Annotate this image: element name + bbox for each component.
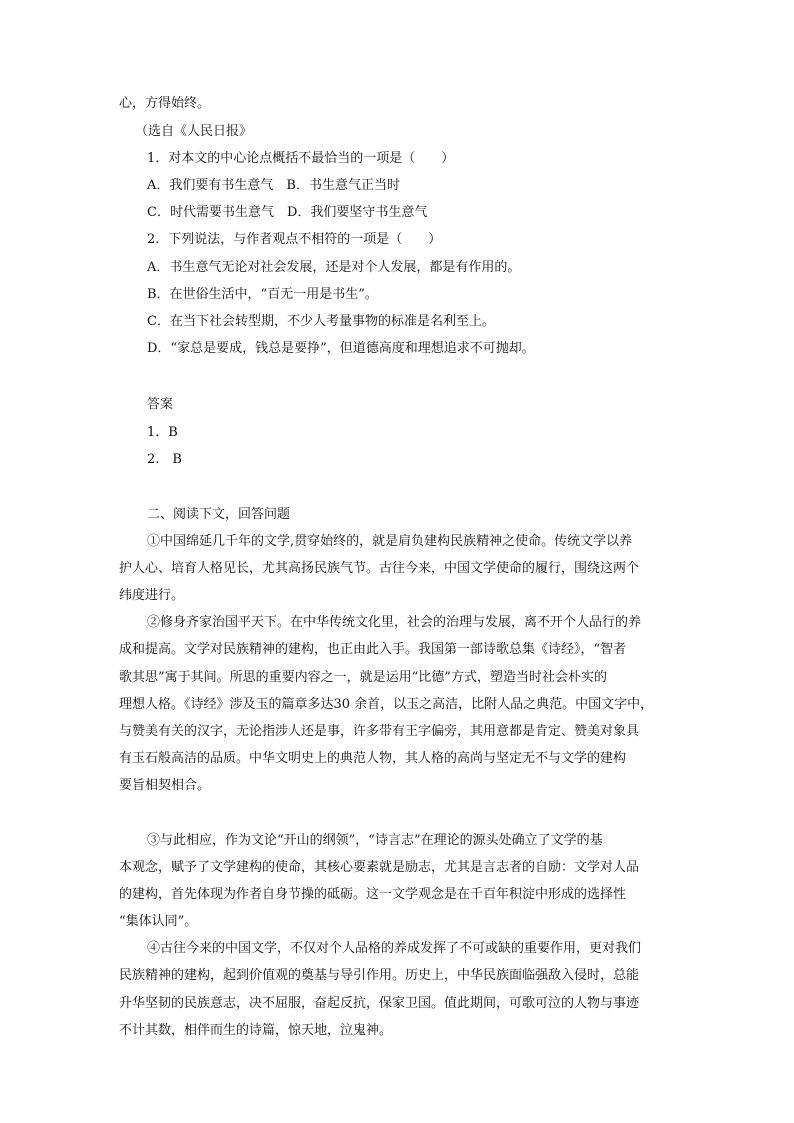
paragraph-line: 有玉石般高洁的品质。中华文明史上的典范人物，其人格的高尚与坚定无不与文学的建构 (119, 751, 627, 766)
answer-1: 1．B (147, 425, 178, 440)
paragraph-line: 的建构，首先体现为作者自身节操的砥砺。这一文学观念是在千百年积淀中形成的选择性 (119, 887, 627, 902)
part-two-heading: 二、阅读下文，回答问题 (147, 507, 291, 522)
paragraph-line: 要旨相契相合。 (119, 778, 211, 793)
passage-continuation: 心，方得始终。 (119, 96, 211, 111)
paragraph-line: 本观念，赋予了文学建构的使命，其核心要素就是励志，尤其是言志者的自励：文学对人品 (119, 860, 640, 875)
paragraph-line: 与赞美有关的汉字，无论指涉人还是事，许多带有王字偏旁，其用意都是肯定、赞美对象具 (119, 724, 640, 739)
answer-heading: 答案 (147, 397, 174, 412)
paragraph-line: ③与此相应，作为文论“开山的纲领”，“诗言志”在理论的源头处确立了文学的基 (147, 833, 603, 848)
question-2-option-b: B．在世俗生活中，“百无一用是书生”。 (147, 287, 378, 302)
paragraph-line: 成和提高。文学对民族精神的建构，也正由此入手。我国第一部诗歌总集《诗经》，“智者 (119, 642, 627, 657)
paragraph-line: 理想人格。《诗经》涉及玉的篇章多达30 余首，以玉之高洁，比附人品之典范。中国文字中， (119, 697, 654, 712)
question-2-option-a: A．书生意气无论对社会发展，还是对个人发展，都是有作用的。 (147, 260, 521, 275)
paragraph-line: 不计其数，相伴而生的诗篇，惊天地，泣鬼神。 (119, 1023, 393, 1038)
question-1-stem: 1．对本文的中心论点概括不最恰当的一项是（ ） (147, 151, 455, 166)
question-2-option-d: D．“家总是要成，钱总是要挣”，但道德高度和理想追求不可抛却。 (147, 341, 535, 356)
paragraph-line: 民族精神的建构，起到价值观的奠基与导引作用。历史上，中华民族面临强敌入侵时，总能 (119, 968, 640, 983)
paragraph-line: ②修身齐家治国平天下。在中华传统文化里，社会的治理与发展，离不开个人品行的养 (147, 615, 642, 630)
paragraph-line: ④古往今来的中国文学，不仅对个人品格的养成发挥了不可或缺的重要作用，更对我们 (147, 941, 642, 956)
source-citation: （选自《人民日报》 (135, 124, 253, 139)
paragraph-line: “集体认同”。 (119, 914, 198, 929)
question-2-option-c: C．在当下社会转型期，不少人考量事物的标准是名利至上。 (147, 314, 495, 329)
question-1-options-ab: A．我们要有书生意气 B．书生意气正当时 (147, 178, 400, 193)
question-1-options-cd: C．时代需要书生意气 D．我们要坚守书生意气 (147, 205, 428, 220)
paragraph-line: 纬度进行。 (119, 588, 185, 603)
answer-2: 2. B (147, 452, 182, 467)
paragraph-line: 歌其思”寓于其间。所思的重要内容之一，就是运用“比德”方式，塑造当时社会朴实的 (119, 670, 607, 685)
paragraph-line: ①中国绵延几千年的文学,贯穿始终的，就是肩负建构民族精神之使命。传统文学以养 (147, 534, 633, 549)
paragraph-line: 升华坚韧的民族意志，决不屈服，奋起反抗，保家卫国。值此期间，可歌可泣的人物与事迹 (119, 996, 640, 1011)
question-2-stem: 2．下列说法，与作者观点不相符的一项是（ ） (147, 232, 442, 247)
paragraph-line: 护人心、培育人格见长，尤其高扬民族气节。古往今来，中国文学使命的履行，围绕这两个 (119, 561, 640, 576)
